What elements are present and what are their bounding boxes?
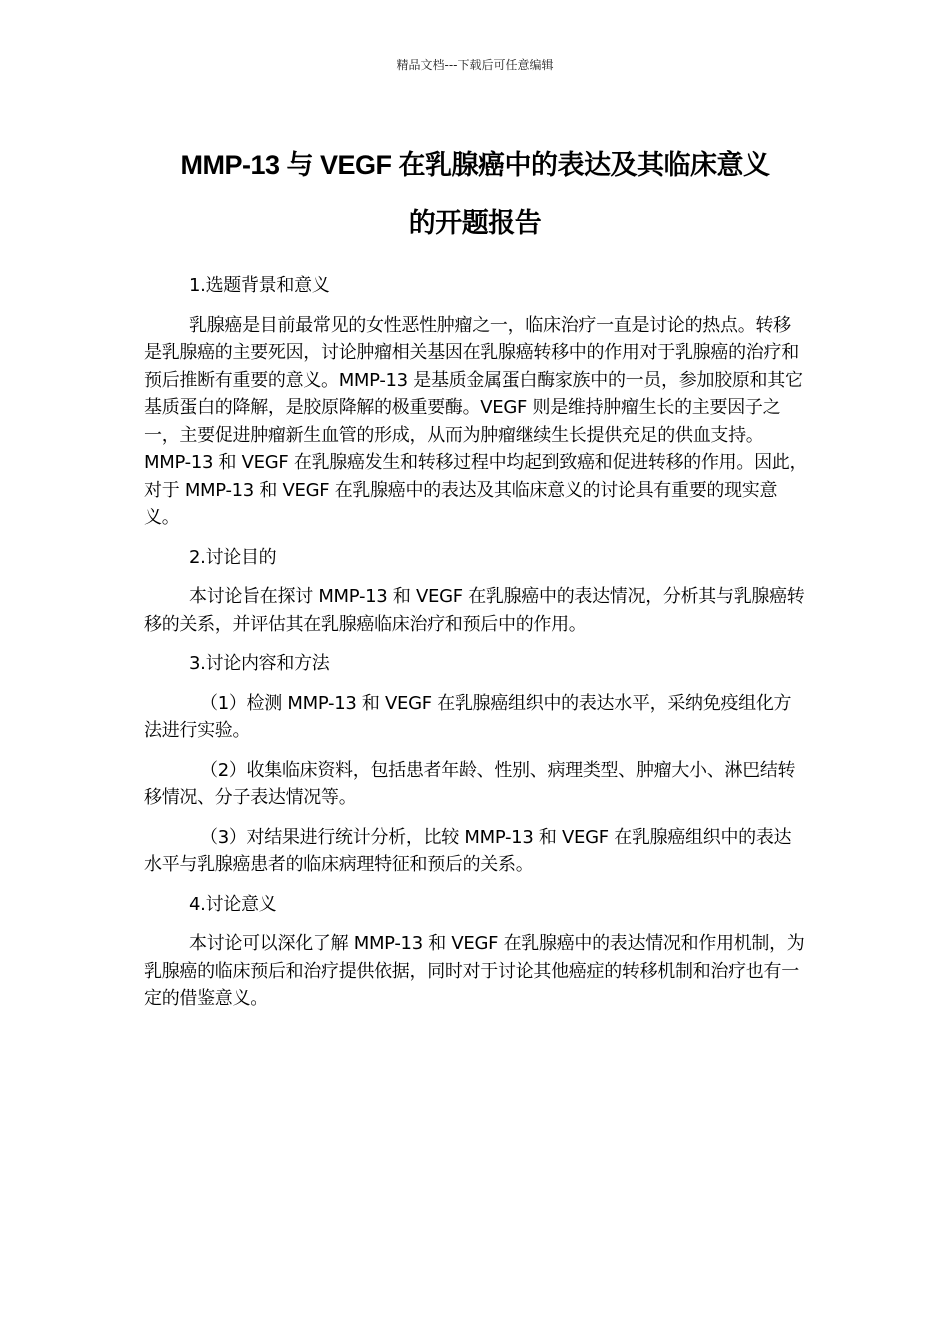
methods-item-2: （2）收集临床资料，包括患者年龄、性别、病理类型、肿瘤大小、淋巴结转移情况、分子表达情况等。 (144, 759, 796, 808)
section-heading-background: 1.选题背景和意义 (189, 275, 330, 296)
paragraph-significance: 本讨论可以深化了解 MMP-13 和 VEGF 在乳腺癌中的表达情况和作用机制，为乳腺癌的临床预后和治疗提供依据，同时对于讨论其他癌症的转移机制和治疗也有一定的借鉴意义。 (144, 933, 805, 1009)
title-line-1: MMP-13 与 VEGF 在乳腺癌中的表达及其临床意义 (180, 150, 770, 180)
paragraph-purpose: 本讨论旨在探讨 MMP-13 和 VEGF 在乳腺癌中的表达情况，分析其与乳腺癌转移的关系，并评估其在乳腺癌临床治疗和预后中的作用。 (144, 586, 805, 635)
section-heading-significance: 4.讨论意义 (189, 893, 277, 915)
paragraph-background: 乳腺癌是目前最常见的女性恶性肿瘤之一，临床治疗一直是讨论的热点。转移是乳腺癌的主要死因，讨论肿瘤相关基因在乳腺癌转移中的作用对于乳腺癌的治疗和预后推断有重要的意义。MMP-13 是基质金属蛋白酶家族中的一员，参加胶原和其它基质蛋白的降解，是胶原降解的极重要酶。VEGF 则是维持肿瘤生长的主要因子之一，主要促进肿瘤新生血管的形成，从而为肿瘤继续生长提供充足的供血支持。MMP-13 和 VEGF 在乳腺癌发生和转移过程中均起到致癌和促进转移的作用。因此，对于 MMP-13 和 VEGF 在乳腺癌中的表达及其临床意义的讨论具有重要的现实意义。 (144, 314, 808, 528)
title-line-2: 的开题报告 (408, 208, 542, 238)
section-heading-methods: 3.讨论内容和方法 (189, 653, 330, 674)
section-heading-purpose: 2.讨论目的 (189, 546, 277, 568)
methods-item-1: （1）检测 MMP-13 和 VEGF 在乳腺癌组织中的表达水平，采纳免疫组化方法进行实验。 (144, 692, 792, 741)
methods-item-3: （3）对结果进行统计分析，比较 MMP-13 和 VEGF 在乳腺癌组织中的表达水平与乳腺癌患者的临床病理特征和预后的关系。 (144, 826, 792, 875)
page-header: 精品文档---下载后可任意编辑 (396, 58, 554, 72)
document-body (144, 272, 808, 1025)
document-title (0, 136, 950, 252)
